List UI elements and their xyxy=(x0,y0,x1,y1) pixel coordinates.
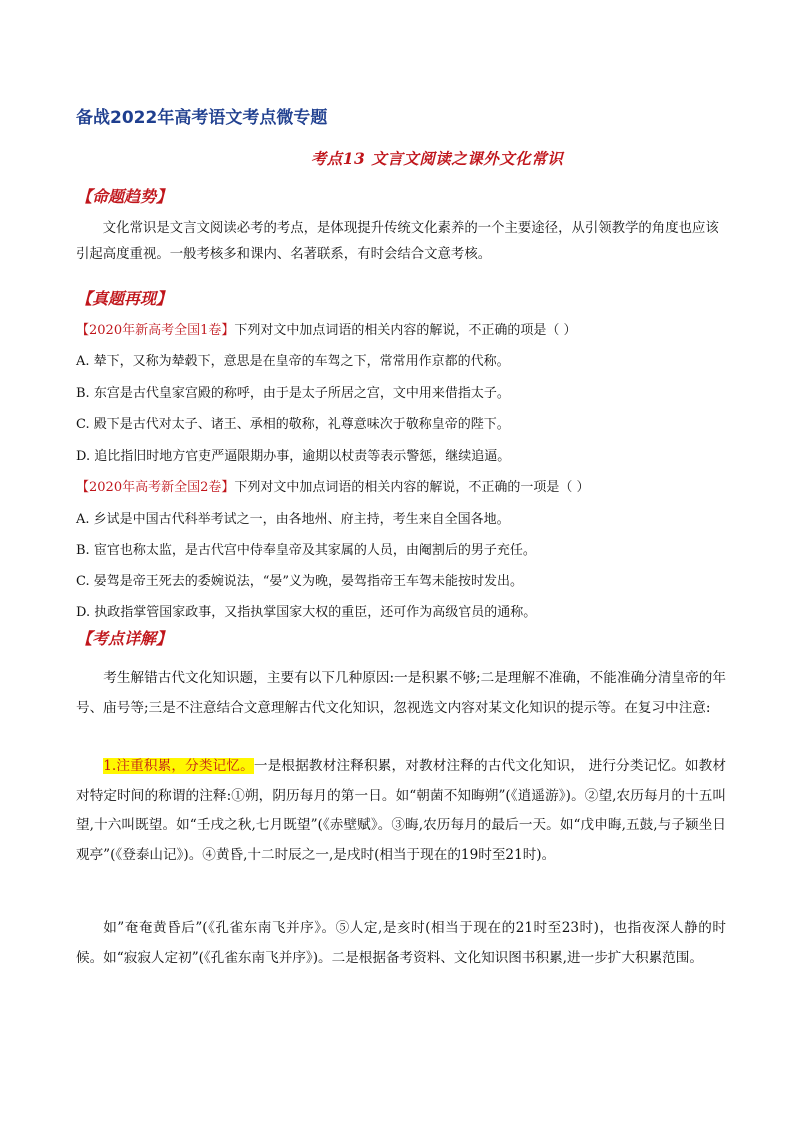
section-heading-detail: 【考点详解】 xyxy=(76,629,173,648)
question-2-option-a: A. 乡试是中国古代科举考试之一，由各地州、府主持，考生来自全国各地。 xyxy=(76,512,510,527)
trend-paragraph: 文化常识是文言文阅读必考的考点，是体现提升传统文化素养的一个主要途径，从引领教学的角度也应该引起高度重视。一般考核多和课内、名著联系，有时会结合文意考核。 xyxy=(76,221,719,262)
document-subtitle: 考点13 文言文阅读之课外文化常识 xyxy=(310,149,564,168)
question-1-option-a: A. 辇下，又称为辇毂下，意思是在皇帝的车驾之下，常常用作京都的代称。 xyxy=(76,354,510,369)
detail-paragraph-2 xyxy=(76,752,726,870)
question-2-option-d: D. 执政指掌管国家政事，又指执掌国家大权的重臣，还可作为高级官员的通称。 xyxy=(76,605,537,620)
detail-paragraph-2-text: 一是根据教材注释积累，对教材注释的古代文化知识， 进行分类记忆。如教材对特定时间的称谓的注释:①朔，阴历每月的第一日。如“朝菌不知晦朔”(《逍遥游》)。②望,农历每月的十五叫望,十六叫既望。如“壬戌之秋,七月既望”(《赤壁赋》。③晦,农历每月的最后一天。如“戊申晦,五鼓,与子颍坐日观亭”(《登泰山记》)。④黄昏,十二时辰之一,是戌时(相当于现在的19时至21时)。 xyxy=(76,758,726,863)
question-2-option-b: B. 宦官也称太监，是古代宫中侍奉皇帝及其家属的人员，由阉割后的男子充任。 xyxy=(76,543,536,558)
question-1-option-d: D. 追比指旧时地方官吏严逼限期办事，逾期以杖责等表示警惩，继续追逼。 xyxy=(76,449,511,464)
document-title: 备战2022年高考语文考点微专题 xyxy=(76,108,328,128)
section-heading-real: 【真题再现】 xyxy=(76,289,173,308)
question-1-stem xyxy=(76,321,726,341)
question-2-option-c: C. 晏驾是帝王死去的委婉说法，“晏”义为晚，晏驾指帝王车驾未能按时发出。 xyxy=(76,574,524,589)
detail-paragraph-1: 考生解错古代文化知识题，主要有以下几种原因:一是积累不够;二是理解不准确，不能准确分清皇帝的年号、庙号等;三是不注意结合文意理解古代文化知识，忽视选文内容对某文化知识的提示等。在复习中注意: xyxy=(76,670,726,716)
detail-paragraph-3: 如”奄奄黄昏后”(《孔雀东南飞并序》。⑤人定,是亥时(相当于现在的21时至23时)，也指夜深人静的时候。如“寂寂人定初”(《孔雀东南飞并序》)。二是根据备考资料、文化知识图书积累,进一步扩大积累范围。 xyxy=(76,920,726,966)
question-1-tag: 【2020年新高考全国1卷】 xyxy=(76,323,235,338)
question-1-option-c: C. 殿下是古代对太子、诸王、承相的敬称，礼尊意味次于敬称皇帝的陛下。 xyxy=(76,417,510,432)
question-2-stem xyxy=(76,478,726,498)
section-heading-trend: 【命题趋势】 xyxy=(76,187,173,206)
question-1-text: 下列对文中加点词语的相关内容的解说，不正确的项是（ ） xyxy=(234,323,577,338)
question-2-text: 下列对文中加点词语的相关内容的解说，不正确的一项是（ ） xyxy=(234,480,590,495)
question-1-option-b: B. 东宫是古代皇家宫殿的称呼，由于是太子所居之宫，文中用来借指太子。 xyxy=(76,386,510,401)
question-2-tag: 【2020年高考新全国2卷】 xyxy=(76,480,235,495)
detail-highlight: 1.注重积累，分类记忆。 xyxy=(103,758,254,774)
